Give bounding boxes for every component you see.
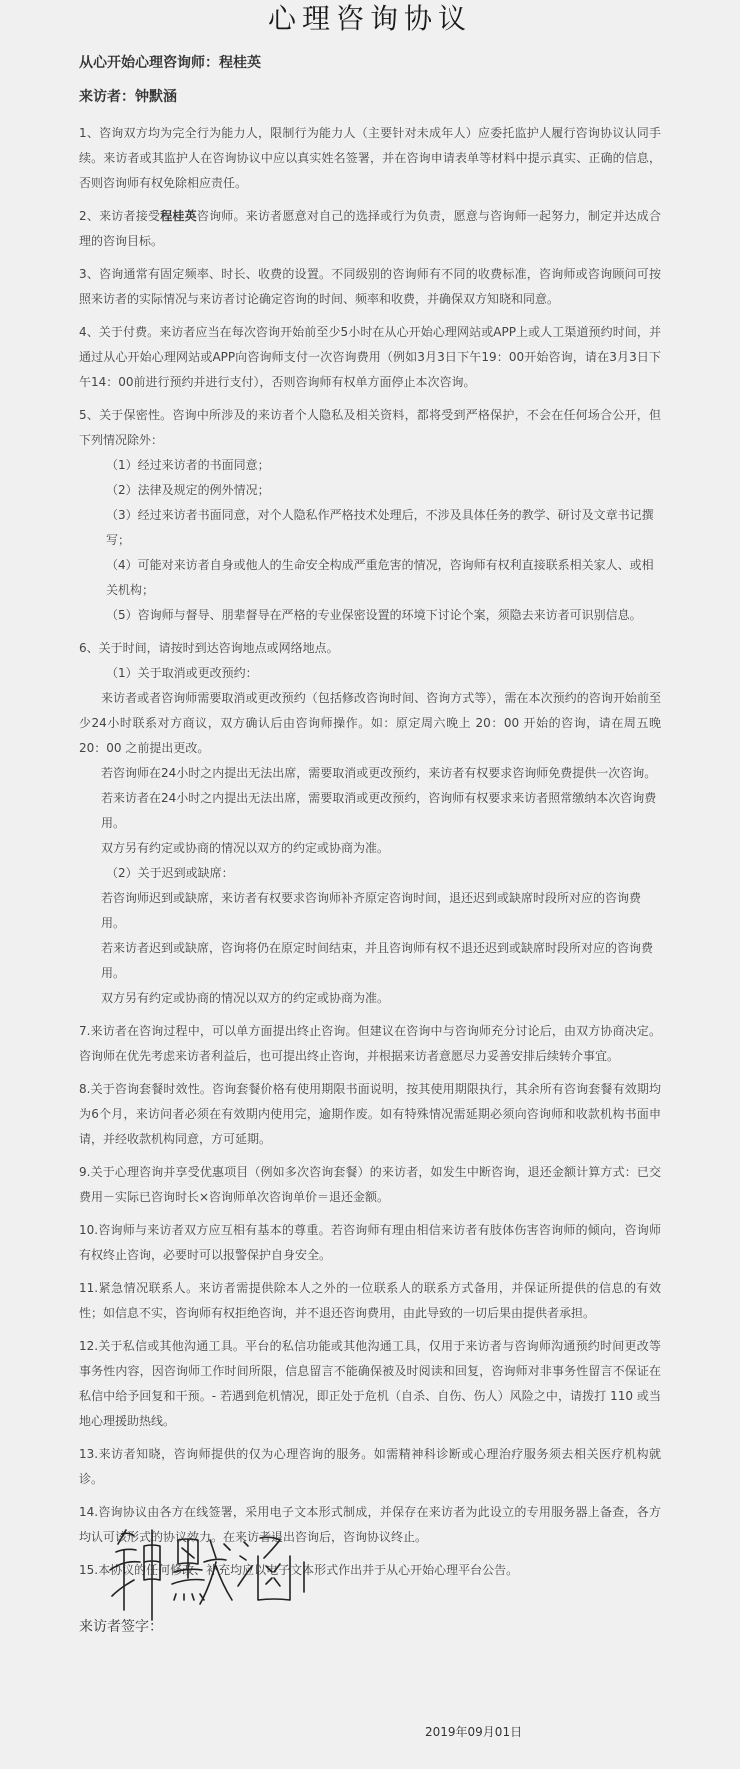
signing-date: 2019年09月01日 (425, 1725, 523, 1739)
counselor-line: 从心开始心理咨询师：程桂英 (79, 55, 261, 71)
clause-6-sub-2-para: 若来访者迟到或缺席，咨询将仍在原定时间结束，并且咨询师有权不退还迟到或缺席时段所对应的咨询费用。 (101, 941, 654, 980)
clause-6-sub-1-para: 若来访者在24小时之内提出无法出席，需要取消或更改预约，咨询师有权要求来访者照常缴纳本次咨询费用。 (101, 791, 657, 830)
signature-label: 来访者签字： (79, 1619, 163, 1635)
clause-12: 12.关于私信或其他沟通工具。平台的私信功能或其他沟通工具，仅用于来访者与咨询师沟通预约时间更改等事务性内容，因咨询师工作时间所限，信息留言不能确保被及时阅读和回复，咨询师对非事务性留言不保证在私信中给予回复和干预。- 若遇到危机情况，即正处于危机（自杀、自伤、伤人）风险之中，请拨打 110 或当地心理援助热线。 (79, 1339, 661, 1428)
clause-6: 6、关于时间，请按时到达咨询地点或网络地点。 (79, 641, 339, 655)
clause-6-sub-1-para: 若咨询师在24小时之内提出无法出席，需要取消或更改预约，来访者有权要求咨询师免费提供一次咨询。 (101, 766, 657, 780)
clause-5-item: （1）经过来访者的书面同意； (106, 458, 270, 472)
clause-5: 5、关于保密性。咨询中所涉及的来访者个人隐私及相关资料，都将受到严格保护，不会在任何场合公开，但下列情况除外： (79, 408, 661, 447)
clause-5-item: （2）法律及规定的例外情况； (106, 483, 270, 497)
clause-1: 1、咨询双方均为完全行为能力人，限制行为能力人（主要针对未成年人）应委托监护人履行咨询协议认同手续。来访者或其监护人在咨询协议中应以真实姓名签署，并在咨询申请表单等材料中提示真实、正确的信息，否则咨询师有权免除相应责任。 (79, 126, 661, 190)
document-title: 心理咨询协议 (267, 2, 472, 35)
clause-8: 8.关于咨询套餐时效性。咨询套餐价格有使用期限书面说明，按其使用期限执行，其余所有咨询套餐有效期均为6个月，来访问者必须在有效期内使用完，逾期作废。如有特殊情况需延期必须向咨询师和收款机构书面申请，并经收款机构同意，方可延期。 (79, 1082, 661, 1146)
clause-4: 4、关于付费。来访者应当在每次咨询开始前至少5小时在从心开始心理网站或APP上或人工渠道预约时间，并通过从心开始心理网站或APP向咨询师支付一次咨询费用（例如3月3日下午19：00开始咨询，请在3月3日下午14：00前进行预约并进行支付），否则咨询师有权单方面停止本次咨询。 (79, 325, 661, 389)
clause-6-sub-1-para: 双方另有约定或协商的情况以双方的约定或协商为准。 (101, 841, 390, 855)
clause-15: 15.本协议的任何修改、补充均应以电子文本形式作出并于从心开始心理平台公告。 (79, 1563, 519, 1577)
clause-2-post: 咨询师。来访者愿意对自己的选择或行为负责，愿意与咨询师一起努力，制定并达成合理的咨询目标。 (79, 209, 661, 248)
clause-10: 10.咨询师与来访者双方应互相有基本的尊重。若咨询师有理由相信来访者有肢体伤害咨询师的倾向，咨询师有权终止咨询，必要时可以报警保护自身安全。 (79, 1223, 661, 1262)
clause-5-exceptions (79, 453, 661, 628)
clause-14: 14.咨询协议由各方在线签署，采用电子文本形式制成，并保存在来访者为此设立的专用服务器上备查，各方均认可该形式的协议效力。在来访者退出咨询后，咨询协议终止。 (79, 1505, 661, 1544)
clause-6-sub-2-heading: （2）关于迟到或缺席： (106, 866, 234, 880)
clause-11: 11.紧急情况联系人。来访者需提供除本人之外的一位联系人的联系方式备用，并保证所提供的信息的有效性；如信息不实，咨询师有权拒绝咨询，并不退还咨询费用，由此导致的一切后果由提供者承担。 (79, 1281, 661, 1320)
clause-13: 13.来访者知晓，咨询师提供的仅为心理咨询的服务。如需精神科诊断或心理治疗服务须去相关医疗机构就诊。 (79, 1447, 661, 1486)
clause-6-sub-1-para: 来访者或者咨询师需要取消或更改预约（包括修改咨询时间、咨询方式等），需在本次预约的咨询开始前至少24小时联系对方商议，双方确认后由咨询师操作。如：原定周六晚上 20：00 开始的咨询，请在周五晚 20：00 之前提出更改。 (79, 691, 661, 755)
clause-2-pre: 2、来访者接受 (79, 209, 161, 223)
clause-6-sub-2-para: 若咨询师迟到或缺席，来访者有权要求咨询师补齐原定咨询时间，退还迟到或缺席时段所对应的咨询费用。 (101, 891, 642, 930)
clause-3: 3、咨询通常有固定频率、时长、收费的设置。不同级别的咨询师有不同的收费标准，咨询师或咨询顾问可按照来访者的实际情况与来访者讨论确定咨询的时间、频率和收费，并确保双方知晓和同意。 (79, 267, 661, 306)
clause-5-item: （3）经过来访者书面同意，对个人隐私作严格技术处理后，不涉及具体任务的教学、研讨及文章书记撰写； (106, 508, 654, 547)
clause-7: 7.来访者在咨询过程中，可以单方面提出终止咨询。但建议在咨询中与咨询师充分讨论后，由双方协商决定。咨询师在优先考虑来访者利益后，也可提出终止咨询，并根据来访者意愿尽力妥善安排后续转介事宜。 (79, 1024, 661, 1063)
clause-2-counselor-name: 程桂英 (160, 209, 197, 223)
clause-9: 9.关于心理咨询并享受优惠项目（例如多次咨询套餐）的来访者，如发生中断咨询，退还金额计算方式：已交费用－实际已咨询时长×咨询师单次咨询单价＝退还金额。 (79, 1165, 661, 1204)
visitor-line: 来访者：钟默涵 (79, 89, 177, 105)
clause-5-item: （5）咨询师与督导、朋辈督导在严格的专业保密设置的环境下讨论个案，须隐去来访者可识别信息。 (106, 608, 642, 622)
clause-5-item: （4）可能对来访者自身或他人的生命安全构成严重危害的情况，咨询师有权利直接联系相关家人、或相关机构； (106, 558, 654, 597)
handwritten-signature (104, 1500, 324, 1630)
clause-6-sub-2-para: 双方另有约定或协商的情况以双方的约定或协商为准。 (101, 991, 390, 1005)
clause-6-sub-1-heading: （1）关于取消或更改预约： (106, 666, 258, 680)
clause-2 (79, 204, 661, 254)
